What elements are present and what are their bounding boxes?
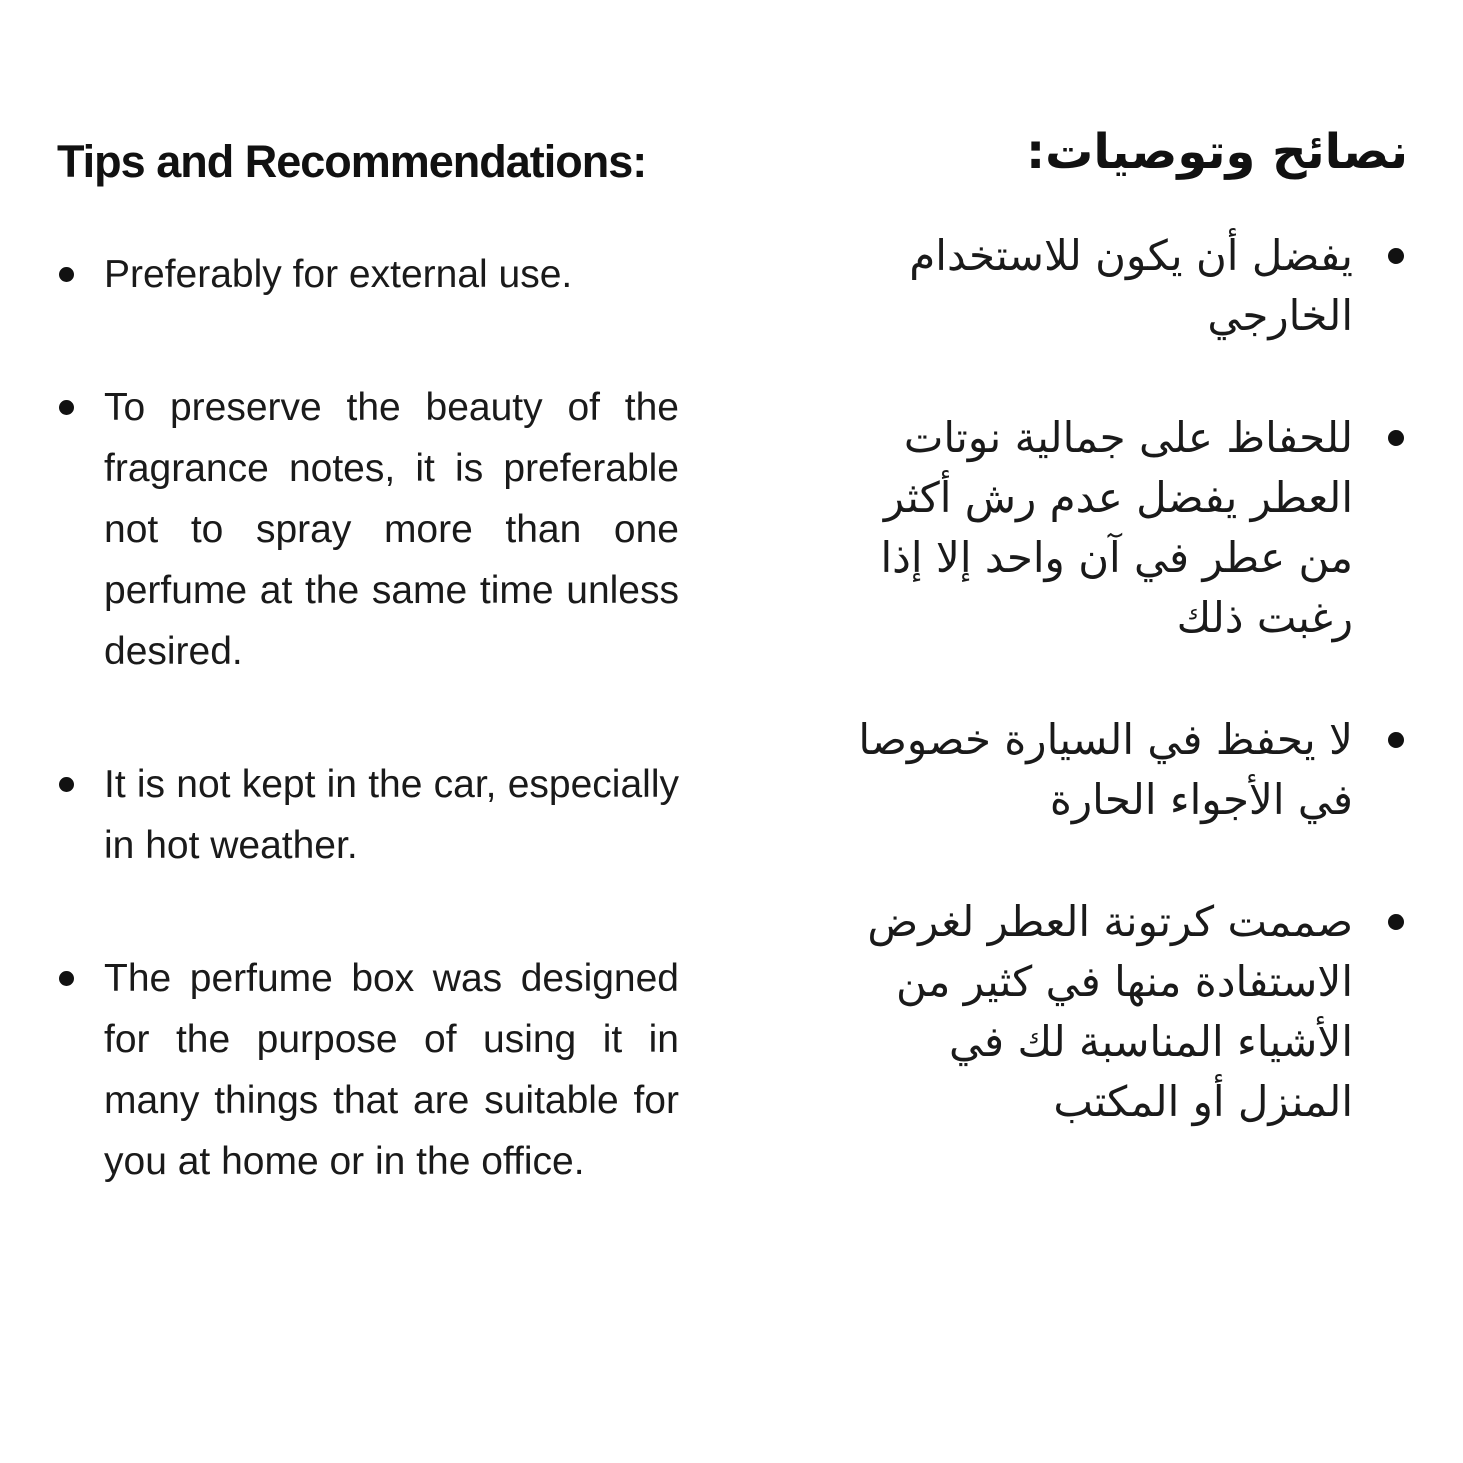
bullet-icon: [1388, 248, 1404, 264]
list-item: [57, 244, 679, 305]
bullet-text: It is not kept in the car, especially in hot weather.: [104, 763, 679, 867]
bullet-text: To preserve the beauty of the fragrance notes, it is preferable not to spray more than one perfume at the same time unless desired.: [104, 386, 679, 673]
arabic-bullet-list: [842, 226, 1408, 1132]
arabic-title: نصائح وتوصيات:: [1025, 124, 1408, 180]
english-column: [57, 136, 679, 1192]
english-title: Tips and Recommendations:: [57, 136, 647, 187]
bullet-icon: [59, 971, 74, 986]
list-item: [57, 377, 679, 682]
bullet-icon: [1388, 914, 1404, 930]
list-item: [57, 754, 679, 876]
bullet-text: Preferably for external use.: [104, 253, 573, 296]
list-item: [842, 710, 1408, 830]
bullet-icon: [59, 267, 74, 282]
bullet-text: The perfume box was designed for the purpose of using it in many things that are suitable for you at home or in the office.: [104, 957, 679, 1183]
list-item: [842, 226, 1408, 346]
bullet-icon: [1388, 430, 1404, 446]
arabic-column: [842, 124, 1408, 1132]
bullet-text: للحفاظ على جمالية نوتات العطر يفضل عدم رش أكثر من عطر في آن واحد إلا إذا رغبت ذلك: [880, 413, 1353, 642]
list-item: [57, 948, 679, 1192]
list-item: [842, 408, 1408, 648]
bullet-icon: [59, 400, 74, 415]
bullet-text: لا يحفظ في السيارة خصوصا في الأجواء الحارة: [858, 715, 1353, 824]
bullet-text: صممت كرتونة العطر لغرض الاستفادة منها في كثير من الأشياء المناسبة لك في المنزل أو المكتب: [867, 897, 1353, 1126]
bullet-icon: [59, 777, 74, 792]
bullet-text: يفضل أن يكون للاستخدام الخارجي: [909, 231, 1353, 340]
english-bullet-list: [57, 244, 679, 1192]
bullet-icon: [1388, 732, 1404, 748]
list-item: [842, 892, 1408, 1132]
